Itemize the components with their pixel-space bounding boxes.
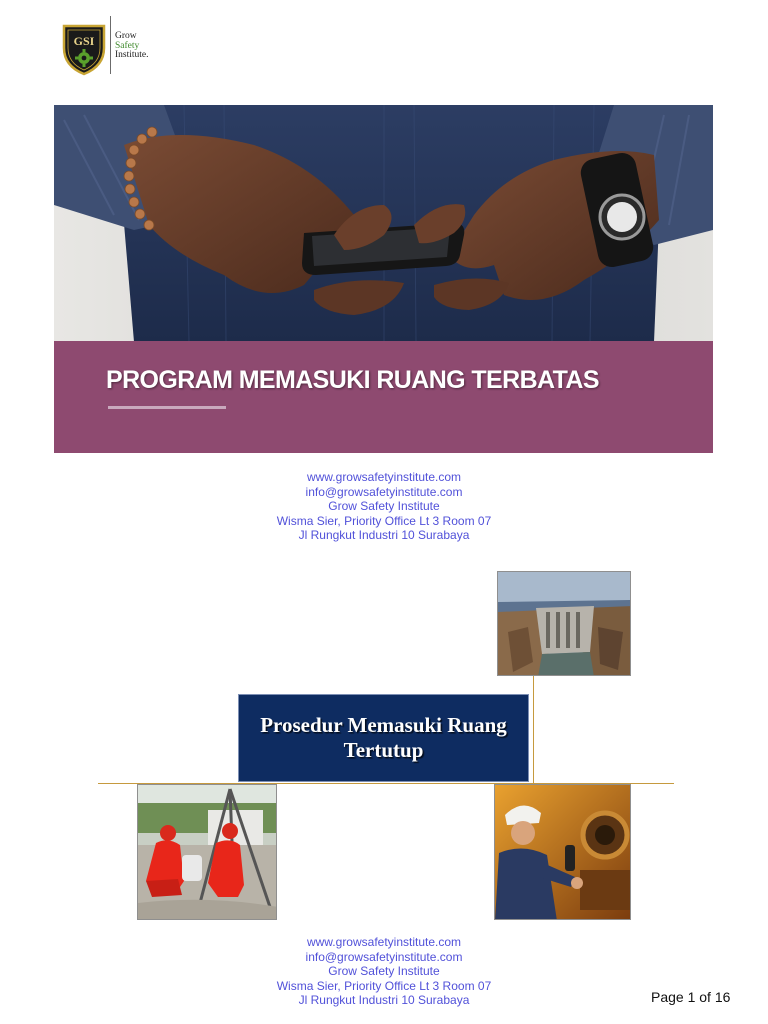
logo-name-line-3: Institute.: [115, 50, 149, 60]
logo-name-line-2: Safety: [115, 40, 140, 51]
title-banner: [54, 341, 713, 453]
gsi-shield-abbr: GSI: [73, 34, 95, 48]
industrial-worker-photo-icon: [495, 785, 631, 920]
procedure-title-line-2: Tertutup: [343, 738, 424, 762]
email-link[interactable]: info@growsafetyinstitute.com: [305, 484, 463, 499]
procedure-title-line-1: Prosedur Memasuki Ruang: [260, 713, 507, 737]
industrial-worker-photo: [494, 784, 631, 920]
title-underline: [108, 406, 226, 409]
address-line-1: Wisma Sier, Priority Office Lt 3 Room 07: [276, 978, 492, 993]
logo-name: [115, 32, 149, 61]
confined-space-rescue-photo-icon: [138, 785, 277, 920]
company-name: Grow Safety Institute: [328, 964, 440, 978]
email-link[interactable]: info@growsafetyinstitute.com: [305, 949, 463, 964]
hands-holding-smartphone-photo: [54, 105, 713, 342]
logo-name-line-1: Grow: [115, 31, 137, 41]
document-title: PROGRAM MEMASUKI RUANG TERBATAS: [106, 366, 599, 394]
dam-photo-icon: [498, 572, 631, 676]
website-link[interactable]: www.growsafetyinstitute.com: [306, 935, 462, 949]
company-name: Grow Safety Institute: [328, 499, 440, 513]
website-link[interactable]: www.growsafetyinstitute.com: [306, 470, 462, 484]
page-number: Page 1 of 16: [651, 989, 731, 1005]
address-line-2: Jl Rungkut Industri 10 Surabaya: [298, 993, 470, 1007]
gsi-shield-icon: [60, 22, 108, 76]
hero-image: [54, 105, 713, 342]
connector-vertical-line: [533, 676, 534, 784]
procedure-title: [260, 713, 507, 763]
address-line-1: Wisma Sier, Priority Office Lt 3 Room 07: [276, 513, 492, 528]
address-line-2: Jl Rungkut Industri 10 Surabaya: [298, 528, 470, 542]
confined-space-rescue-photo: [137, 784, 277, 920]
dam-photo: [497, 571, 631, 676]
logo-divider: [110, 16, 111, 74]
procedure-title-box: [238, 694, 529, 782]
contact-info-top: [0, 470, 768, 543]
gsi-logo: [58, 14, 158, 74]
